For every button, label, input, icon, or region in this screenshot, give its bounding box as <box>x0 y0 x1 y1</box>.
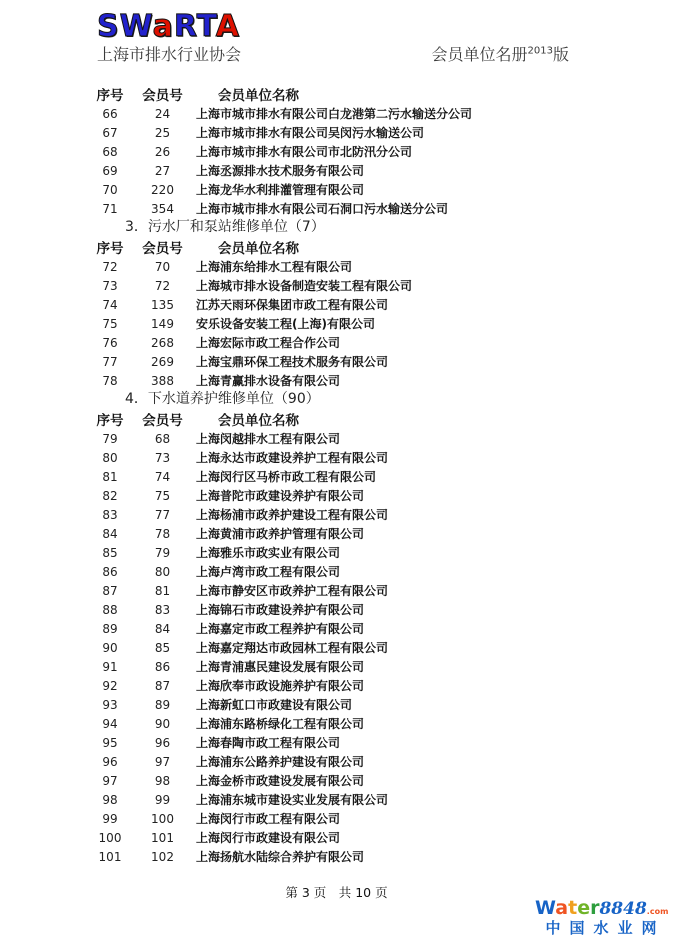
cell-serial-no: 75 <box>102 316 118 331</box>
header-title-line <box>97 42 569 65</box>
table-row <box>85 524 655 543</box>
table-row <box>85 276 655 295</box>
cell-member-no: 388 <box>151 373 174 388</box>
cell-member-no: 268 <box>151 335 174 350</box>
cell-member-no: 86 <box>154 659 171 674</box>
cell-member-no: 77 <box>154 507 171 522</box>
cell-member-no: 79 <box>154 545 171 560</box>
cell-serial-no: 101 <box>98 849 122 864</box>
cell-serial-no: 89 <box>102 621 118 636</box>
cell-member-no: 96 <box>154 735 171 750</box>
logo-letter: S <box>97 9 120 44</box>
cell-serial-no: 91 <box>102 659 118 674</box>
cell-serial-no: 76 <box>102 335 118 350</box>
cell-member-no: 68 <box>154 431 171 446</box>
table-row <box>85 828 655 847</box>
cell-member-no: 27 <box>154 163 171 178</box>
cell-company-name: 上海春陶市政工程有限公司 <box>196 736 341 750</box>
cell-serial-no: 68 <box>102 144 118 159</box>
cell-company-name: 上海市城市排水有限公司白龙港第二污水输送分公司 <box>196 107 473 121</box>
cell-member-no: 70 <box>154 259 171 274</box>
page-number-info: 第 3 页 共 10 页 <box>285 885 388 900</box>
column-header-row <box>85 237 655 257</box>
cell-serial-no: 96 <box>102 754 118 769</box>
table-row <box>85 657 655 676</box>
cell-serial-no: 82 <box>102 488 118 503</box>
cell-member-no: 84 <box>154 621 171 636</box>
cell-serial-no: 80 <box>102 450 118 465</box>
cell-member-no: 97 <box>154 754 171 769</box>
cell-serial-no: 93 <box>102 697 118 712</box>
table-row <box>85 695 655 714</box>
table-rows <box>85 429 655 866</box>
cell-company-name: 上海闵行市政建设有限公司 <box>196 831 341 845</box>
logo-letter: A <box>215 9 241 44</box>
cell-member-no: 24 <box>154 106 171 121</box>
table-row <box>85 352 655 371</box>
cell-member-no: 149 <box>151 316 174 331</box>
col-header-company-name: 会员单位名称 <box>218 241 299 257</box>
cell-serial-no: 86 <box>102 564 118 579</box>
logo-letter: t <box>568 897 578 919</box>
cell-serial-no: 88 <box>102 602 118 617</box>
cell-company-name: 上海市城市排水有限公司市北防汛分公司 <box>196 145 413 159</box>
table-row <box>85 123 655 142</box>
page-header <box>97 9 569 65</box>
table-row <box>85 295 655 314</box>
table-row <box>85 619 655 638</box>
doc-title-text: 会员单位名册 <box>431 45 528 64</box>
cell-company-name: 安乐设备安装工程(上海)有限公司 <box>196 317 375 331</box>
table-row <box>85 543 655 562</box>
doc-title-year: 2013 <box>527 45 553 57</box>
cell-serial-no: 87 <box>102 583 118 598</box>
table-row <box>85 581 655 600</box>
cell-serial-no: 73 <box>102 278 118 293</box>
cell-serial-no: 83 <box>102 507 118 522</box>
cell-company-name: 上海新虹口市政建设有限公司 <box>196 698 353 712</box>
doc-title-suffix: 版 <box>552 45 569 64</box>
table-row <box>85 638 655 657</box>
section-4-title: 4．下水道养护维修单位（90） <box>125 391 320 407</box>
cell-company-name: 上海城市排水设备制造安装工程有限公司 <box>196 279 413 293</box>
cell-member-no: 80 <box>154 564 171 579</box>
cell-company-name: 上海闵行市政工程有限公司 <box>196 812 341 826</box>
logo-letter: r <box>590 897 600 919</box>
cell-member-no: 98 <box>154 773 171 788</box>
table-row <box>85 180 655 199</box>
doc-title <box>432 42 569 65</box>
cell-serial-no: 98 <box>102 792 118 807</box>
logo-letter: R <box>173 9 197 44</box>
table-row <box>85 505 655 524</box>
table-row <box>85 733 655 752</box>
cell-serial-no: 81 <box>102 469 118 484</box>
table-row <box>85 142 655 161</box>
table-row <box>85 486 655 505</box>
cell-member-no: 78 <box>154 526 171 541</box>
cell-company-name: 上海闵越排水工程有限公司 <box>196 432 341 446</box>
water8848-wordmark <box>535 899 667 918</box>
cell-company-name: 上海浦东城市建设实业发展有限公司 <box>196 793 389 807</box>
table-row <box>85 314 655 333</box>
cell-company-name: 上海欣奉市政设施养护有限公司 <box>196 679 365 693</box>
table-section-continuation <box>85 84 655 218</box>
water8848-dotcom: .com <box>646 907 669 916</box>
table-row <box>85 562 655 581</box>
cell-serial-no: 78 <box>102 373 118 388</box>
cell-company-name: 上海金桥市政建设发展有限公司 <box>196 774 365 788</box>
water-letters <box>535 897 599 919</box>
table-row <box>85 847 655 866</box>
cell-member-no: 25 <box>154 125 171 140</box>
table-row <box>85 161 655 180</box>
cell-serial-no: 90 <box>102 640 118 655</box>
logo-letter: T <box>196 9 216 44</box>
table-row <box>85 790 655 809</box>
table-row <box>85 104 655 123</box>
cell-company-name: 上海普陀市政建设养护有限公司 <box>196 489 365 503</box>
cell-serial-no: 67 <box>102 125 118 140</box>
cell-member-no: 99 <box>154 792 171 807</box>
table-section-3 <box>85 218 655 390</box>
column-header-row <box>85 84 655 104</box>
cell-company-name: 上海浦东给排水工程有限公司 <box>196 260 353 274</box>
cell-member-no: 75 <box>154 488 171 503</box>
cell-member-no: 74 <box>154 469 171 484</box>
col-header-member-no: 会员号 <box>142 241 183 257</box>
cell-company-name: 上海闵行区马桥市政工程有限公司 <box>196 470 377 484</box>
table-row <box>85 752 655 771</box>
cell-serial-no: 92 <box>102 678 118 693</box>
col-header-serial: 序号 <box>96 88 124 104</box>
cell-company-name: 上海扬航水陆综合养护有限公司 <box>196 850 365 864</box>
cell-company-name: 上海杨浦市政养护建设工程有限公司 <box>196 508 389 522</box>
table-row <box>85 600 655 619</box>
logo-letter: W <box>119 9 153 44</box>
col-header-company-name: 会员单位名称 <box>218 413 299 429</box>
col-header-serial: 序号 <box>96 241 124 257</box>
cell-serial-no: 71 <box>102 201 118 216</box>
cell-company-name: 江苏天雨环保集团市政工程有限公司 <box>196 298 389 312</box>
cell-company-name: 上海丞源排水技术服务有限公司 <box>196 164 365 178</box>
cell-member-no: 220 <box>151 182 174 197</box>
table-row <box>85 199 655 218</box>
table-row <box>85 333 655 352</box>
col-header-company-name: 会员单位名称 <box>218 88 299 104</box>
cell-company-name: 上海锦石市政建设养护有限公司 <box>196 603 365 617</box>
table-row <box>85 467 655 486</box>
cell-serial-no: 77 <box>102 354 118 369</box>
cell-serial-no: 84 <box>102 526 118 541</box>
table-row <box>85 257 655 276</box>
cell-member-no: 87 <box>154 678 171 693</box>
cell-company-name: 上海青赢排水设备有限公司 <box>196 374 341 388</box>
cell-member-no: 101 <box>151 830 174 845</box>
cell-company-name: 上海黄浦市政养护管理有限公司 <box>196 527 365 541</box>
table-row <box>85 771 655 790</box>
cell-company-name: 上海雅乐市政实业有限公司 <box>196 546 341 560</box>
cell-member-no: 102 <box>151 849 174 864</box>
cell-member-no: 85 <box>154 640 171 655</box>
cell-serial-no: 100 <box>98 830 122 845</box>
cell-company-name: 上海市城市排水有限公司吴闵污水输送公司 <box>196 126 425 140</box>
swarta-logo <box>97 9 569 44</box>
cell-serial-no: 85 <box>102 545 118 560</box>
table-rows <box>85 104 655 218</box>
table-row <box>85 429 655 448</box>
cell-company-name: 上海青浦惠民建设发展有限公司 <box>196 660 365 674</box>
cell-company-name: 上海浦东公路养护建设有限公司 <box>196 755 365 769</box>
col-header-member-no: 会员号 <box>142 413 183 429</box>
cell-member-no: 354 <box>151 201 174 216</box>
cell-member-no: 269 <box>151 354 174 369</box>
cell-serial-no: 97 <box>102 773 118 788</box>
cell-company-name: 上海市城市排水有限公司石洞口污水输送分公司 <box>196 202 449 216</box>
col-header-serial: 序号 <box>96 413 124 429</box>
logo-letter: a <box>555 897 569 919</box>
cell-company-name: 上海永达市政建设养护工程有限公司 <box>196 451 389 465</box>
cell-member-no: 81 <box>154 583 171 598</box>
water8848-number: 8848 <box>599 899 647 919</box>
cell-member-no: 90 <box>154 716 171 731</box>
table-rows <box>85 257 655 390</box>
cell-member-no: 73 <box>154 450 171 465</box>
member-table <box>85 84 655 866</box>
cell-member-no: 83 <box>154 602 171 617</box>
cell-serial-no: 99 <box>102 811 118 826</box>
cell-serial-no: 94 <box>102 716 118 731</box>
table-row <box>85 809 655 828</box>
table-row <box>85 676 655 695</box>
logo-letter: a <box>152 9 174 44</box>
water8848-tagline: 中国水业网 <box>545 919 666 937</box>
cell-company-name: 上海浦东路桥绿化工程有限公司 <box>196 717 365 731</box>
cell-member-no: 100 <box>151 811 174 826</box>
cell-serial-no: 72 <box>102 259 118 274</box>
logo-letter: W <box>535 897 556 919</box>
org-name: 上海市排水行业协会 <box>97 45 242 64</box>
col-header-member-no: 会员号 <box>142 88 183 104</box>
cell-member-no: 89 <box>154 697 171 712</box>
cell-member-no: 135 <box>151 297 174 312</box>
cell-company-name: 上海嘉定市政工程养护有限公司 <box>196 622 365 636</box>
cell-company-name: 上海宝鼎环保工程技术服务有限公司 <box>196 355 389 369</box>
water8848-logo <box>535 899 667 936</box>
section-3-title: 3．污水厂和泵站维修单位（7） <box>125 219 325 235</box>
cell-serial-no: 74 <box>102 297 118 312</box>
cell-member-no: 72 <box>154 278 171 293</box>
cell-serial-no: 66 <box>102 106 118 121</box>
table-row <box>85 371 655 390</box>
cell-company-name: 上海嘉定翔达市政园林工程有限公司 <box>196 641 389 655</box>
cell-company-name: 上海宏际市政工程合作公司 <box>196 336 341 350</box>
cell-company-name: 上海市静安区市政养护工程有限公司 <box>196 584 389 598</box>
cell-member-no: 26 <box>154 144 171 159</box>
cell-serial-no: 95 <box>102 735 118 750</box>
table-row <box>85 448 655 467</box>
cell-company-name: 上海龙华水利排灌管理有限公司 <box>196 183 365 197</box>
table-section-4 <box>85 390 655 866</box>
logo-letter: e <box>577 897 591 919</box>
cell-serial-no: 79 <box>102 431 118 446</box>
table-row <box>85 714 655 733</box>
cell-company-name: 上海卢湾市政工程有限公司 <box>196 565 341 579</box>
cell-serial-no: 69 <box>102 163 118 178</box>
column-header-row <box>85 409 655 429</box>
cell-serial-no: 70 <box>102 182 118 197</box>
